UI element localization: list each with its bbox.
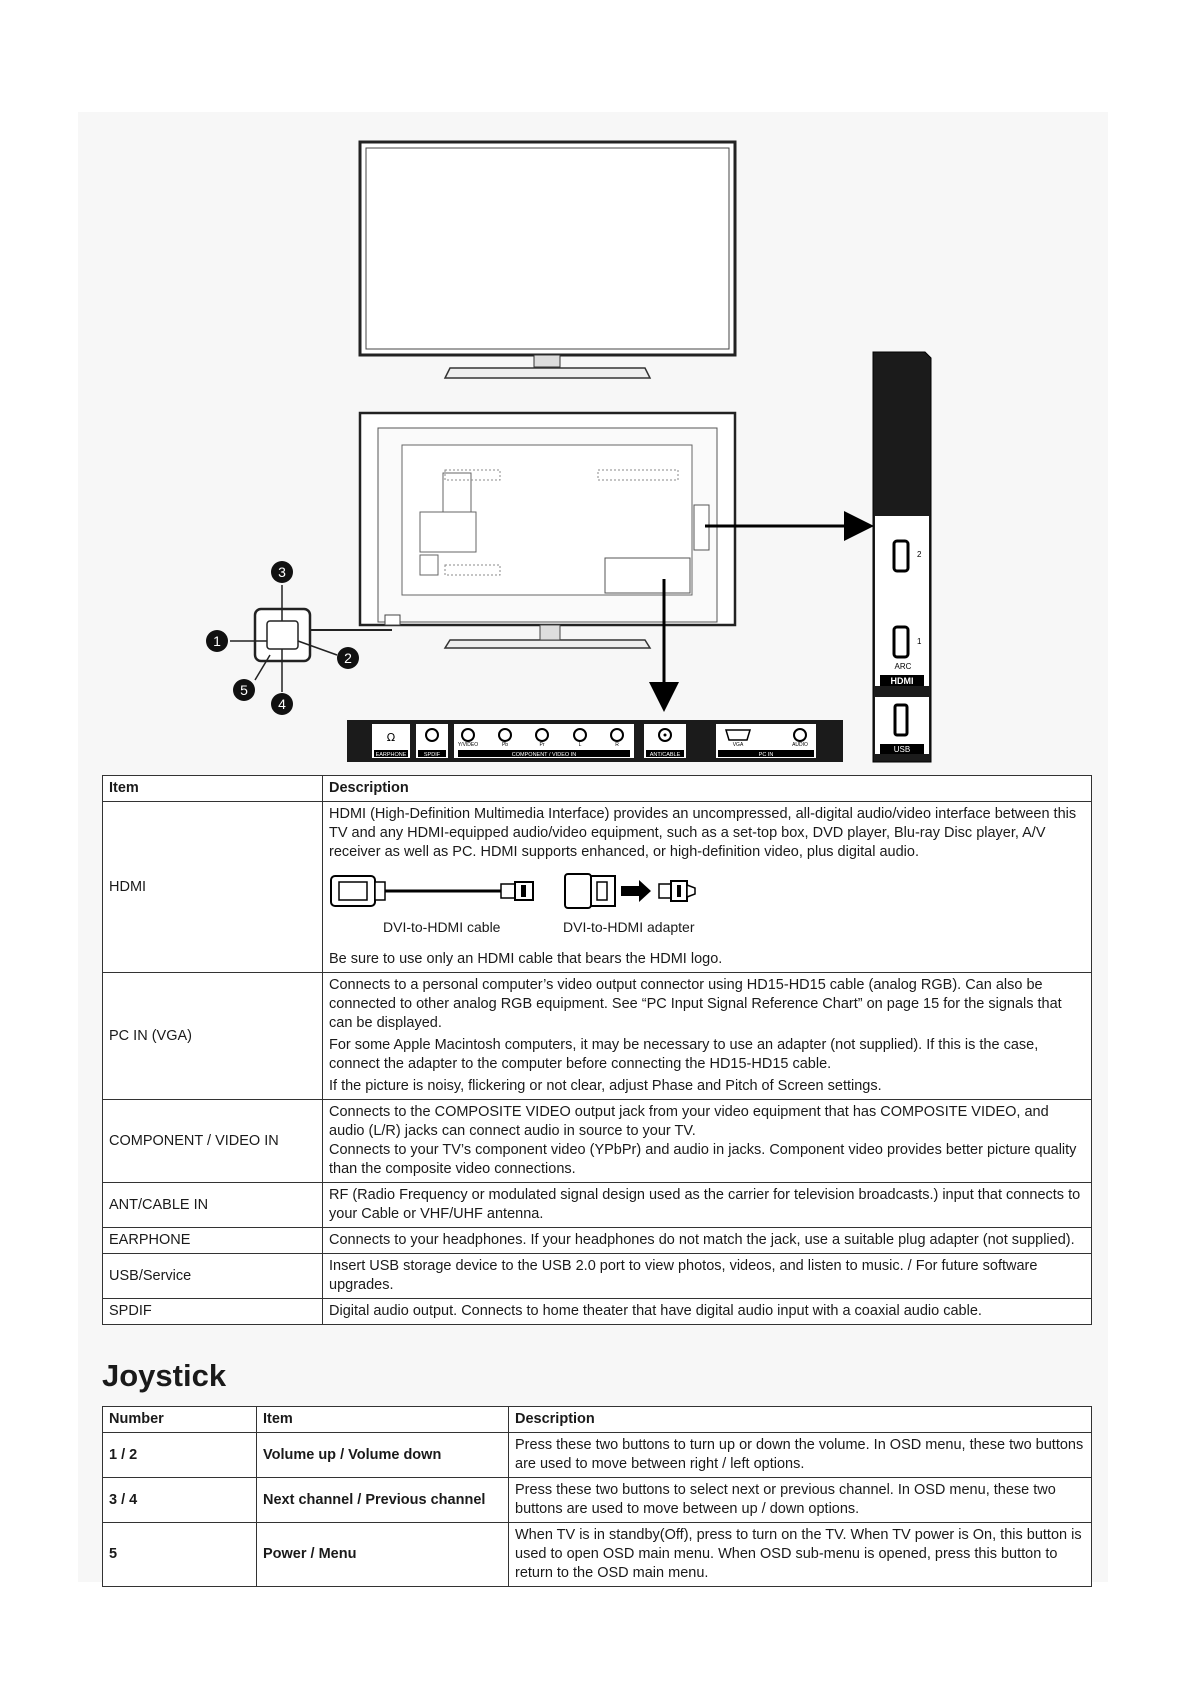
svg-text:Ω: Ω (386, 731, 396, 744)
desc-paragraph: Connects to the COMPOSITE VIDEO output jack from your video equipment that has COMPOSITE VIDEO, and audio (L/R) jacks can connect audio in source to your TV. (329, 1104, 1049, 1139)
side-connector-panel (873, 352, 931, 762)
svg-text:1: 1 (917, 637, 922, 646)
svg-text:Pb: Pb (501, 742, 509, 748)
tv-front-illustration (360, 142, 735, 378)
svg-text:L: L (578, 742, 582, 748)
table-row (103, 1433, 1092, 1478)
header-number: Number (103, 1407, 257, 1433)
table-row-usb (103, 1254, 1092, 1299)
desc-paragraph: If the picture is noisy, flickering or not clear, adjust Phase and Pitch of Screen settings. (329, 1078, 882, 1094)
row-item: PC IN (VGA) (103, 973, 323, 1100)
desc-paragraph: Digital audio output. Connects to home theater that have digital audio input with a coaxial audio cable. (329, 1303, 982, 1319)
svg-text:HDMI: HDMI (890, 676, 914, 686)
row-item: ANT/CABLE IN (103, 1183, 323, 1228)
svg-text:VGA: VGA (732, 742, 744, 748)
table-row-component (103, 1100, 1092, 1183)
header-item: Item (103, 776, 323, 802)
table-row (103, 1523, 1092, 1587)
svg-text:3: 3 (278, 564, 286, 580)
row-item: Volume up / Volume down (257, 1433, 509, 1478)
header-description: Description (323, 776, 1092, 802)
row-item: HDMI (103, 802, 323, 973)
row-number: 1 / 2 (103, 1433, 257, 1478)
callout-1 (206, 630, 228, 652)
arrow-right-icon (621, 880, 651, 902)
row-description (323, 1254, 1092, 1299)
table-row-pc-in (103, 973, 1092, 1100)
row-item: SPDIF (103, 1299, 323, 1325)
callout-5 (233, 679, 255, 701)
row-description (323, 1183, 1092, 1228)
header-description: Description (509, 1407, 1092, 1433)
callout-4 (271, 693, 293, 715)
row-description: Press these two buttons to turn up or down the volume. In OSD menu, these two buttons are used to move between right / left options. (509, 1433, 1092, 1478)
row-description (323, 1228, 1092, 1254)
table-row-hdmi (103, 802, 1092, 973)
svg-text:ARC: ARC (894, 662, 912, 671)
callout-2 (337, 647, 359, 669)
bottom-connector-panel (347, 720, 843, 762)
svg-text:COMPONENT / VIDEO IN: COMPONENT / VIDEO IN (511, 752, 577, 758)
row-description (323, 802, 1092, 973)
joystick-title: Joystick (102, 1358, 227, 1393)
table-row (103, 1478, 1092, 1523)
svg-text:Y/VIDEO: Y/VIDEO (457, 742, 479, 748)
callout-3 (271, 561, 293, 583)
svg-text:EARPHONE: EARPHONE (375, 752, 407, 758)
svg-text:Pr: Pr (539, 742, 545, 748)
row-description: Press these two buttons to select next or previous channel. In OSD menu, these two buttons are used to move between up / down options. (509, 1478, 1092, 1523)
row-item: USB/Service (103, 1254, 323, 1299)
svg-text:USB: USB (893, 745, 911, 754)
desc-paragraph: Connects to a personal computer’s video output connector using HD15-HD15 cable (analog RGB). Can also be connected to other analog RGB equipment. See “PC Input Signal Reference Chart” on page 15 for the signals that can be displayed. (329, 977, 1062, 1031)
svg-text:2: 2 (917, 550, 922, 559)
tv-connection-diagram (0, 0, 1190, 770)
svg-text:2: 2 (344, 650, 352, 666)
row-description (323, 1299, 1092, 1325)
svg-text:SPDIF: SPDIF (423, 752, 441, 758)
row-number: 3 / 4 (103, 1478, 257, 1523)
row-item: COMPONENT / VIDEO IN (103, 1100, 323, 1183)
table-header-row (103, 776, 1092, 802)
cable-caption: DVI-to-HDMI cable (383, 919, 501, 935)
table-row-spdif (103, 1299, 1092, 1325)
svg-text:1: 1 (213, 633, 221, 649)
hdmi-plug-icon (501, 882, 533, 900)
hdmi-note: Be sure to use only an HDMI cable that bears the HDMI logo. (329, 951, 723, 967)
dvi-connector-icon (331, 876, 385, 906)
adapter-caption: DVI-to-HDMI adapter (563, 919, 695, 935)
svg-text:4: 4 (278, 696, 286, 712)
desc-paragraph: RF (Radio Frequency or modulated signal design used as the carrier for television broadcasts.) input that connects to your Cable or VHF/UHF antenna. (329, 1187, 1081, 1222)
header-item: Item (257, 1407, 509, 1433)
table-header-row (103, 1407, 1092, 1433)
row-description (323, 1100, 1092, 1183)
dvi-adapter-icon (565, 874, 615, 908)
tv-back-illustration (360, 413, 735, 648)
connections-table (102, 775, 1092, 1325)
joystick-table (102, 1406, 1092, 1587)
row-description (323, 973, 1092, 1100)
svg-text:PC IN: PC IN (758, 752, 774, 758)
desc-paragraph: Connects to your TV’s component video (YPbPr) and audio in jacks. Component video provides better picture quality than the composite video connections. (329, 1142, 1077, 1177)
desc-paragraph: Connects to your headphones. If your headphones do not match the jack, use a suitable plug adapter (not supplied). (329, 1232, 1075, 1248)
svg-text:ANT/CABLE: ANT/CABLE (649, 752, 681, 758)
desc-paragraph: Insert USB storage device to the USB 2.0 port to view photos, videos, and listen to music. / For future software upgrades. (329, 1258, 1038, 1293)
desc-paragraph: For some Apple Macintosh computers, it may be necessary to use an adapter (not supplied). If this is the case, connect the adapter to the computer before connecting the HD15-HD15 cable. (329, 1037, 1039, 1072)
desc-paragraph: HDMI (High-Definition Multimedia Interface) provides an uncompressed, all-digital audio/video interface between this TV and any HDMI-equipped audio/video equipment, such as a set-top box, DVD player, Blu-ray Disc player, A/V receiver as well as PC. HDMI supports enhanced, or high-definition video, plus digital audio. (329, 806, 1077, 860)
svg-text:AUDIO: AUDIO (792, 742, 808, 748)
svg-text:5: 5 (240, 682, 248, 698)
table-row-ant-cable (103, 1183, 1092, 1228)
hdmi-cable-illustration (329, 868, 1085, 950)
row-item: Next channel / Previous channel (257, 1478, 509, 1523)
svg-text:R: R (615, 742, 619, 748)
row-item: EARPHONE (103, 1228, 323, 1254)
row-number: 5 (103, 1523, 257, 1587)
table-row-earphone (103, 1228, 1092, 1254)
hdmi-plug-icon (659, 881, 695, 901)
row-item: Power / Menu (257, 1523, 509, 1587)
row-description: When TV is in standby(Off), press to turn on the TV. When TV power is On, this button is used to open OSD main menu. When OSD sub-menu is opened, press this button to return to the OSD main menu. (509, 1523, 1092, 1587)
